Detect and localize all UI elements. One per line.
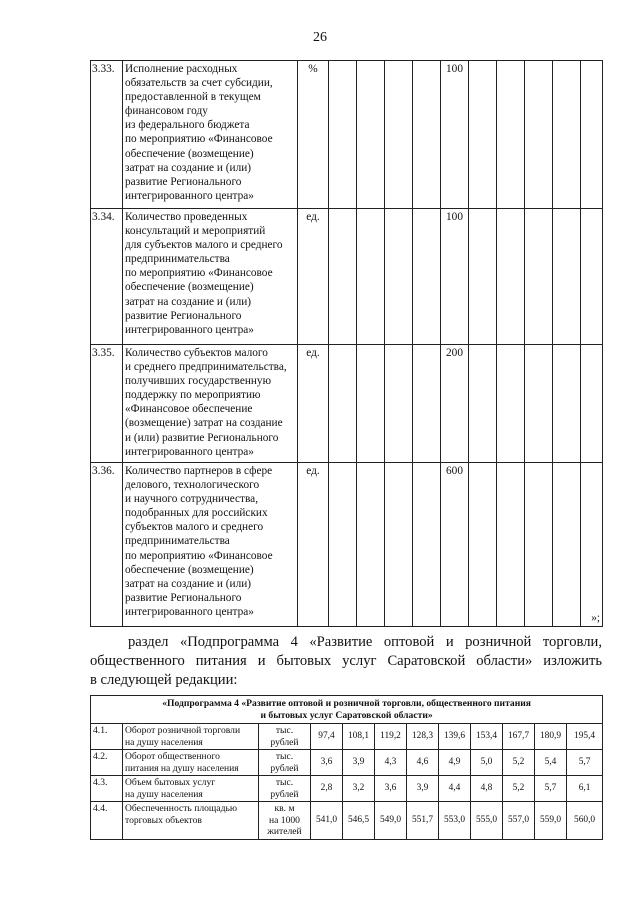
value-cell: 4,4: [439, 776, 471, 802]
indicator-name: Количество субъектов малого и среднего предпринимательства, получивших государственную поддержку по мероприятию «Финансовое обеспечение (возмещение) затрат на создание и (или) развитие Регионального интегрированного центра»: [123, 345, 298, 463]
section-instruction-text: [90, 633, 602, 690]
table-row: [91, 463, 603, 627]
value-cell: 5,7: [567, 750, 603, 776]
value-cell: 3,9: [343, 750, 375, 776]
unit-cell: ед.: [298, 345, 329, 463]
indicator-name: Исполнение расходных обязательств за счет субсидии, предоставленной в текущем финансовом году из федерального бюджета по мероприятию «Финансовое обеспечение (возмещение) затрат на создание и (или) развитие Регионального интегрированного центра»: [123, 61, 298, 209]
value-cell: 546,5: [343, 802, 375, 840]
value-cell: 4,3: [375, 750, 407, 776]
value-cell: 128,3: [407, 724, 439, 750]
value-cell: 200: [441, 345, 469, 463]
row-number: 3.35.: [91, 345, 123, 463]
value-cell: 3,6: [311, 750, 343, 776]
value-cell: 195,4: [567, 724, 603, 750]
value-cell: 557,0: [503, 802, 535, 840]
value-cell: 549,0: [375, 802, 407, 840]
table-row: [91, 61, 603, 209]
indicator-name: Объем бытовых услуг на душу населения: [123, 776, 259, 802]
value-cell: 3,2: [343, 776, 375, 802]
value-cell: 3,6: [375, 776, 407, 802]
table-row: [91, 776, 603, 802]
value-cell: 5,0: [471, 750, 503, 776]
value-cell: 100: [441, 61, 469, 209]
value-cell: 5,2: [503, 776, 535, 802]
page-number: 26: [313, 30, 327, 45]
value-cell: 5,4: [535, 750, 567, 776]
value-cell: 551,7: [407, 802, 439, 840]
closing-quote: »;: [581, 463, 603, 627]
value-cell: 555,0: [471, 802, 503, 840]
value-cell: 153,4: [471, 724, 503, 750]
indicators-table-subprogram-3: [90, 60, 603, 627]
unit-cell: ед.: [298, 209, 329, 345]
indicator-name: Обеспеченность площадью торговых объектов: [123, 802, 259, 840]
value-cell: 5,2: [503, 750, 535, 776]
value-cell: 4,9: [439, 750, 471, 776]
value-cell: 119,2: [375, 724, 407, 750]
text-line: раздел «Подпрограмма 4 «Развитие оптовой и розничной торговли,: [128, 634, 602, 650]
value-cell: 600: [441, 463, 469, 627]
indicator-name: Оборот розничной торговли на душу населения: [123, 724, 259, 750]
row-number: 3.34.: [91, 209, 123, 345]
unit-cell: тыс. рублей: [259, 776, 311, 802]
value-cell: 4,6: [407, 750, 439, 776]
value-cell: 108,1: [343, 724, 375, 750]
row-number: 4.1.: [91, 724, 123, 750]
value-cell: 167,7: [503, 724, 535, 750]
table-row: [91, 802, 603, 840]
value-cell: 3,9: [407, 776, 439, 802]
value-cell: 100: [441, 209, 469, 345]
unit-cell: кв. м на 1000 жителей: [259, 802, 311, 840]
value-cell: 553,0: [439, 802, 471, 840]
value-cell: 5,7: [535, 776, 567, 802]
row-number: 4.4.: [91, 802, 123, 840]
value-cell: 4,8: [471, 776, 503, 802]
table-row: [91, 345, 603, 463]
indicators-table-subprogram-4: [90, 695, 603, 840]
indicator-name: Количество партнеров в сфере делового, технологического и научного сотрудничества, подобранных для российских субъектов малого и среднего предпринимательства по мероприятию «Финансовое обеспечение (возмещение) затрат на создание и (или) развитие Регионального интегрированного центра»: [123, 463, 298, 627]
text-line: в следующей редакции:: [90, 672, 238, 688]
indicator-name: Оборот общественного питания на душу населения: [123, 750, 259, 776]
value-cell: 180,9: [535, 724, 567, 750]
indicator-name: Количество проведенных консультаций и мероприятий для субъектов малого и среднего предпринимательства по мероприятию «Финансовое обеспечение (возмещение) затрат на создание и (или) развитие Регионального интегрированного центра»: [123, 209, 298, 345]
table-row: [91, 750, 603, 776]
value-cell: 560,0: [567, 802, 603, 840]
row-number: 3.36.: [91, 463, 123, 627]
value-cell: 97,4: [311, 724, 343, 750]
row-number: 4.3.: [91, 776, 123, 802]
table-header-row: [91, 696, 603, 724]
unit-cell: ед.: [298, 463, 329, 627]
value-cell: 6,1: [567, 776, 603, 802]
unit-cell: тыс. рублей: [259, 750, 311, 776]
table-row: [91, 209, 603, 345]
unit-cell: тыс. рублей: [259, 724, 311, 750]
table-row: [91, 724, 603, 750]
value-cell: 559,0: [535, 802, 567, 840]
row-number: 3.33.: [91, 61, 123, 209]
value-cell: 2,8: [311, 776, 343, 802]
subprogram-header: «Подпрограмма 4 «Развитие оптовой и розничной торговли, общественного питания и бытовых услуг Саратовской области»: [91, 696, 603, 724]
value-cell: 139,6: [439, 724, 471, 750]
text-line: общественного питания и бытовых услуг Саратовской области» изложить: [90, 653, 602, 669]
row-number: 4.2.: [91, 750, 123, 776]
value-cell: 541,0: [311, 802, 343, 840]
unit-cell: %: [298, 61, 329, 209]
